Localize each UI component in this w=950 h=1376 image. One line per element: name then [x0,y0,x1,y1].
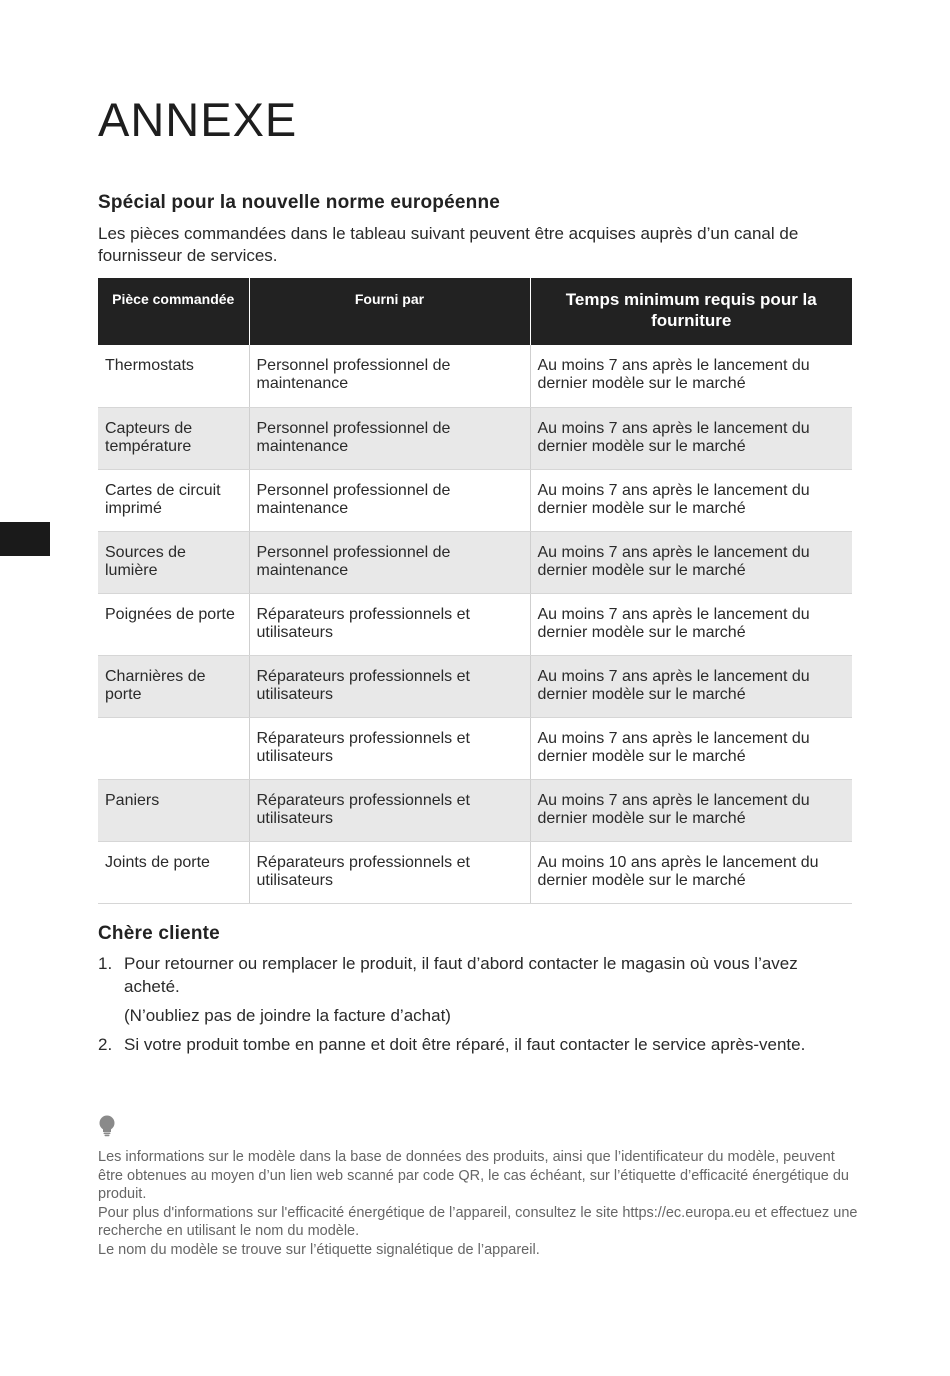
cell-temps: Au moins 7 ans après le lancement du dernier modèle sur le marché [530,345,852,407]
cell-fourni: Réparateurs professionnels et utilisateurs [249,655,530,717]
header-fourni: Fourni par [249,278,530,345]
cell-piece: Thermostats [98,345,249,407]
info-paragraph: Les informations sur le modèle dans la base de données des produits, ainsi que l’identificateur du modèle, peuvent être obtenues au moyen d’un lien web scanné par code QR, le cas échéant, sur l’étiquette d’efficacité énergétique du produit. [98,1149,849,1202]
cell-temps: Au moins 7 ans après le lancement du dernier modèle sur le marché [530,469,852,531]
cell-temps: Au moins 7 ans après le lancement du dernier modèle sur le marché [530,407,852,469]
table-row [98,655,852,717]
list-number: 2. [98,1035,113,1054]
cell-temps: Au moins 10 ans après le lancement du dernier modèle sur le marché [530,841,852,903]
table-row [98,717,852,779]
table-row [98,531,852,593]
cell-fourni: Personnel professionnel de maintenance [249,407,530,469]
cell-piece: Cartes de circuit imprimé [98,469,249,531]
cell-fourni: Réparateurs professionnels et utilisateurs [249,841,530,903]
page-title: ANNEXE [98,93,298,146]
cell-fourni: Réparateurs professionnels et utilisateurs [249,779,530,841]
section-heading-cliente: Chère cliente [98,923,220,944]
info-paragraph: Le nom du modèle se trouve sur l’étiquette signalétique de l’appareil. [98,1241,540,1258]
list-item [98,1033,858,1056]
cell-piece: Charnières de porte [98,655,249,717]
table-row [98,469,852,531]
list-text: Pour retourner ou remplacer le produit, il faut d’abord contacter le magasin où vous l’avez acheté. [124,954,798,996]
cell-piece: Sources de lumière [98,531,249,593]
instructions-list [98,952,858,1056]
header-piece: Pièce commandée [98,278,249,345]
side-tab-marker [0,522,50,556]
cell-piece [98,717,249,779]
lightbulb-icon [98,1115,116,1137]
header-temps: Temps minimum requis pour la fourniture [530,278,852,345]
table-row [98,779,852,841]
cell-temps: Au moins 7 ans après le lancement du dernier modèle sur le marché [530,717,852,779]
table-header-row [98,278,852,345]
cell-piece: Joints de porte [98,841,249,903]
list-item [98,952,858,1027]
cell-piece: Paniers [98,779,249,841]
cell-fourni: Personnel professionnel de maintenance [249,469,530,531]
table-row [98,593,852,655]
cell-temps: Au moins 7 ans après le lancement du dernier modèle sur le marché [530,655,852,717]
section-intro: Les pièces commandées dans le tableau suivant peuvent être acquises auprès d’un canal de fournisseur de services. [98,224,799,265]
table-row [98,407,852,469]
cell-fourni: Réparateurs professionnels et utilisateurs [249,593,530,655]
list-number: 1. [98,954,113,973]
cell-fourni: Personnel professionnel de maintenance [249,531,530,593]
cell-temps: Au moins 7 ans après le lancement du dernier modèle sur le marché [530,779,852,841]
cell-temps: Au moins 7 ans après le lancement du dernier modèle sur le marché [530,531,852,593]
cell-temps: Au moins 7 ans après le lancement du dernier modèle sur le marché [530,593,852,655]
cell-piece: Capteurs de température [98,407,249,469]
list-text: Si votre produit tombe en panne et doit être réparé, il faut contacter le service après-vente. [124,1035,806,1054]
cell-fourni: Personnel professionnel de maintenance [249,345,530,407]
parts-table [98,278,852,904]
list-note: (N’oubliez pas de joindre la facture d’achat) [124,1006,451,1025]
info-paragraph: Pour plus d'informations sur l'efficacité énergétique de l’appareil, consultez le site https://ec.europa.eu et effectuez une recherche en utilisant le nom du modèle. [98,1204,858,1239]
table-row [98,345,852,407]
info-note [98,1148,858,1259]
cell-piece: Poignées de porte [98,593,249,655]
cell-fourni: Réparateurs professionnels et utilisateurs [249,717,530,779]
table-row [98,841,852,903]
section-heading-norme: Spécial pour la nouvelle norme européenne [98,192,501,213]
